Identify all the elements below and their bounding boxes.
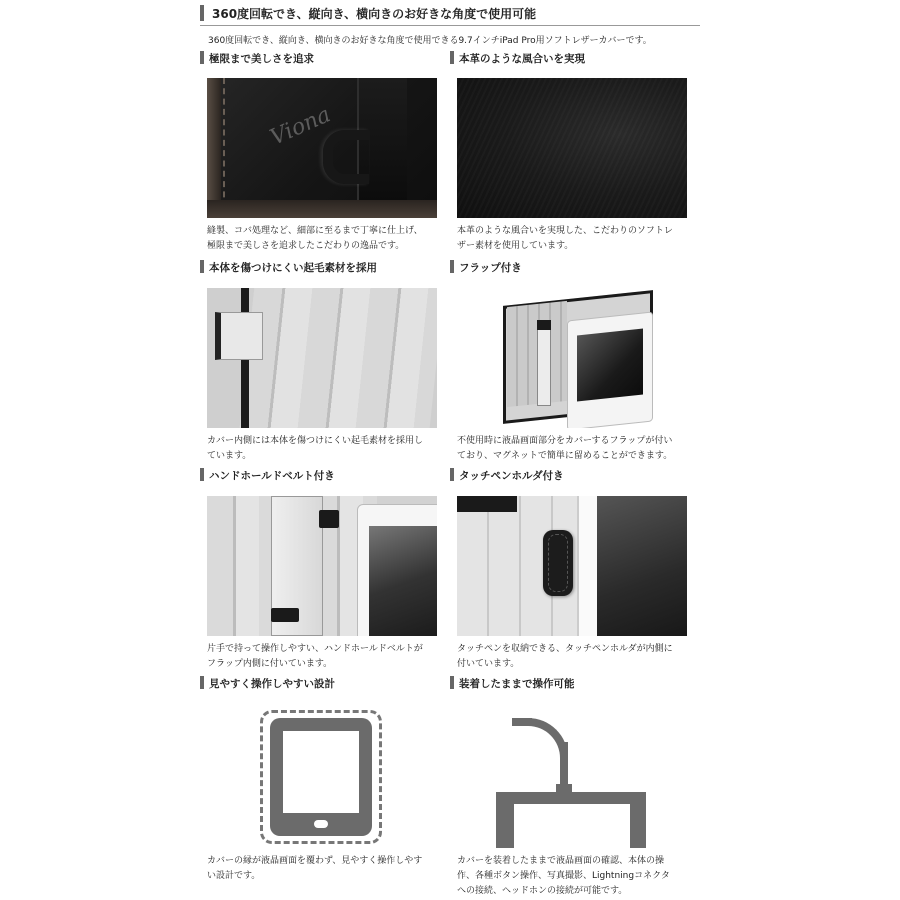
header-bar (200, 5, 204, 21)
section-title: フラップ付き (459, 262, 522, 274)
heading-bar (200, 468, 204, 481)
section-title: 極限まで美しさを追求 (209, 53, 314, 65)
heading-bar (450, 51, 454, 64)
section-title: 本体を傷つけにくい起毛素材を採用 (209, 262, 377, 274)
photo-inner-fabric (207, 288, 437, 428)
section-description: カバーの縁が液晶画面を覆わず、見やすく操作しやす い設計です。 (207, 856, 423, 881)
section-title: 本革のような風合いを実現 (459, 53, 585, 65)
brand-logo: Viona (266, 102, 335, 151)
heading-bar (450, 260, 454, 273)
section-title: ハンドホールドベルト付き (209, 470, 335, 482)
section-description: 片手で持って操作しやすい、ハンドホールドベルトが フラップ内側に付いています。 (207, 644, 423, 669)
section-description: カバー内側には本体を傷つけにくい起毛素材を採用し ています。 (207, 436, 424, 461)
photo-leather-closeup (207, 78, 437, 218)
intro-text: 360度回転でき、縦向き、横向きのお好きな角度で使用できる9.7インチiPad Pro用ソフトレザーカバーです。 (208, 36, 652, 46)
section-title: 見やすく操作しやすい設計 (209, 678, 335, 690)
heading-bar (450, 676, 454, 689)
photo-pen-holder (457, 496, 687, 636)
main-title: 360度回転でき、縦向き、横向きのお好きな角度で使用可能 (212, 7, 537, 21)
section-description: 縫製、コバ処理など、細部に至るまで丁寧に仕上げ、 極限まで美しさを追求したこだわりの逸品です。 (207, 226, 423, 251)
heading-bar (200, 260, 204, 273)
section-description: タッチペンを収納できる、タッチペンホルダが内側に 付いています。 (457, 644, 673, 669)
heading-bar (450, 468, 454, 481)
photo-leather-texture (457, 78, 687, 218)
section-description: 不使用時に液晶画面部分をカバーするフラップが付い ており、マグネットで簡単に留めることができます。 (457, 436, 673, 461)
heading-bar (200, 51, 204, 64)
section-title: 装着したままで操作可能 (459, 678, 575, 690)
section-description: カバーを装着したままで液晶画面の確認、本体の操 作、各種ボタン操作、写真撮影、Lightningコネクタ への接続、ヘッドホンの接続が可能です。 (457, 856, 670, 896)
photo-case-with-tablet (457, 288, 687, 428)
section-title: タッチペンホルダ付き (459, 470, 564, 482)
section-description: 本革のような風合いを実現した、こだわりのソフトレ ザー素材を使用しています。 (457, 226, 673, 251)
main-header (200, 2, 700, 26)
heading-bar (200, 676, 204, 689)
photo-hand-belt (207, 496, 437, 636)
